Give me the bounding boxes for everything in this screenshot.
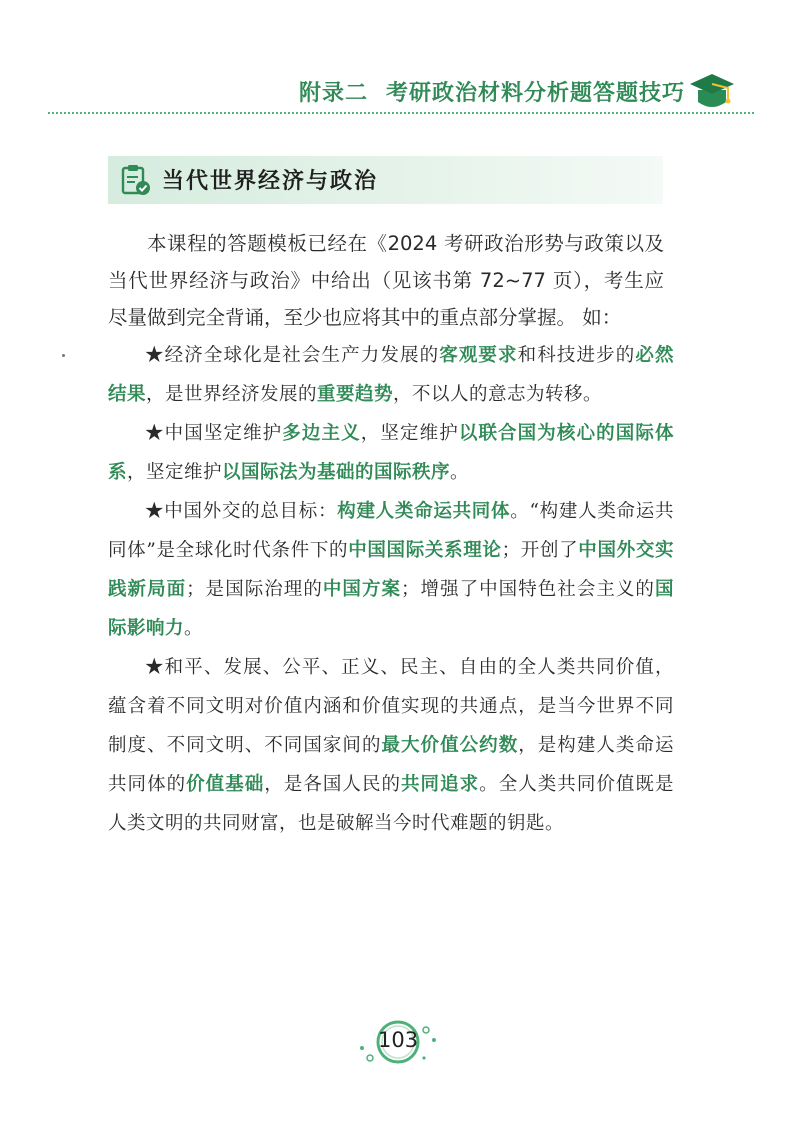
item-text: ★和平、发展、公平、正义、民主、自由的全人类共同价值，蕴含着不同文明对价值内涵和价值实现的共通点，是当今世界不同制度、不同文明、不同国家间的 <box>108 657 674 756</box>
keyword-highlight: 国际影响力 <box>108 579 674 639</box>
item-text: ；开创了 <box>501 540 579 561</box>
item-text: 。 <box>184 618 204 639</box>
item-text: ★中国坚定维护 <box>145 423 283 444</box>
item-text: ；是国际治理的 <box>186 579 323 600</box>
keyword-highlight: 中国方案 <box>322 579 402 600</box>
list-item <box>108 648 674 843</box>
stray-dot <box>62 354 65 357</box>
keyword-highlight: 中国外交实践新局面 <box>108 540 674 600</box>
header-divider <box>48 112 754 114</box>
item-text: 。 <box>450 462 470 483</box>
header-title <box>299 76 685 107</box>
keyword-highlight: 以国际法为基础的国际秩序 <box>222 462 451 483</box>
header-chapter: 附录二 <box>298 81 368 106</box>
item-text: 和科技进步的 <box>517 345 636 366</box>
item-text: ★经济全球化是社会生产力发展的 <box>145 345 440 366</box>
item-text: ，是构建人类命运共同体的 <box>108 735 674 795</box>
list-item <box>108 336 674 414</box>
item-text: ，坚定维护 <box>127 462 223 483</box>
list-item <box>108 492 674 648</box>
item-text: 。“构建人类命运共同体”是全球化时代条件下的 <box>108 501 674 561</box>
keyword-highlight: 重要趋势 <box>317 384 394 405</box>
page-number: 103 <box>378 1028 419 1052</box>
keyword-highlight: 最大价值公约数 <box>381 735 519 756</box>
keyword-highlight: 多边主义 <box>282 423 361 444</box>
header-chapter-title: 考研政治材料分析题答题技巧 <box>385 81 685 106</box>
intro-paragraph: 本课程的答题模板已经在《2024 考研政治形势与政策以及当代世界经济与政治》中给出（见该书第 72~77 页），考生应尽量做到完全背诵，至少也应将其中的重点部分掌握。 如： <box>108 232 664 329</box>
item-text: ，坚定维护 <box>360 423 459 444</box>
clipboard-check-icon <box>118 163 152 197</box>
keyword-highlight: 以联合国为核心的国际体系 <box>108 423 674 483</box>
item-text: ；增强了中国特色社会主义的 <box>401 579 655 600</box>
section-title: 当代世界经济与政治 <box>162 169 379 194</box>
page-number-badge <box>340 1020 460 1080</box>
keyword-highlight: 中国国际关系理论 <box>348 540 502 561</box>
item-text: ，是世界经济发展的 <box>146 384 318 405</box>
keyword-highlight: 客观要求 <box>439 345 518 366</box>
item-text: ，不以人的意志为转移。 <box>393 384 603 405</box>
keyword-highlight: 必然结果 <box>108 345 674 405</box>
section-heading <box>108 156 663 204</box>
item-text: 。全人类共同价值既是人类文明的共同财富，也是破解当今时代难题的钥匙。 <box>108 774 674 834</box>
keyword-highlight: 构建人类命运共同体 <box>337 501 511 522</box>
keyword-highlight: 共同追求 <box>401 774 480 795</box>
list-item <box>108 414 674 492</box>
item-text: ，是各国人民的 <box>264 774 402 795</box>
item-text: ★中国外交的总目标： <box>145 501 338 522</box>
keyword-highlight: 价值基础 <box>186 774 265 795</box>
graduation-cap-icon <box>688 70 736 114</box>
